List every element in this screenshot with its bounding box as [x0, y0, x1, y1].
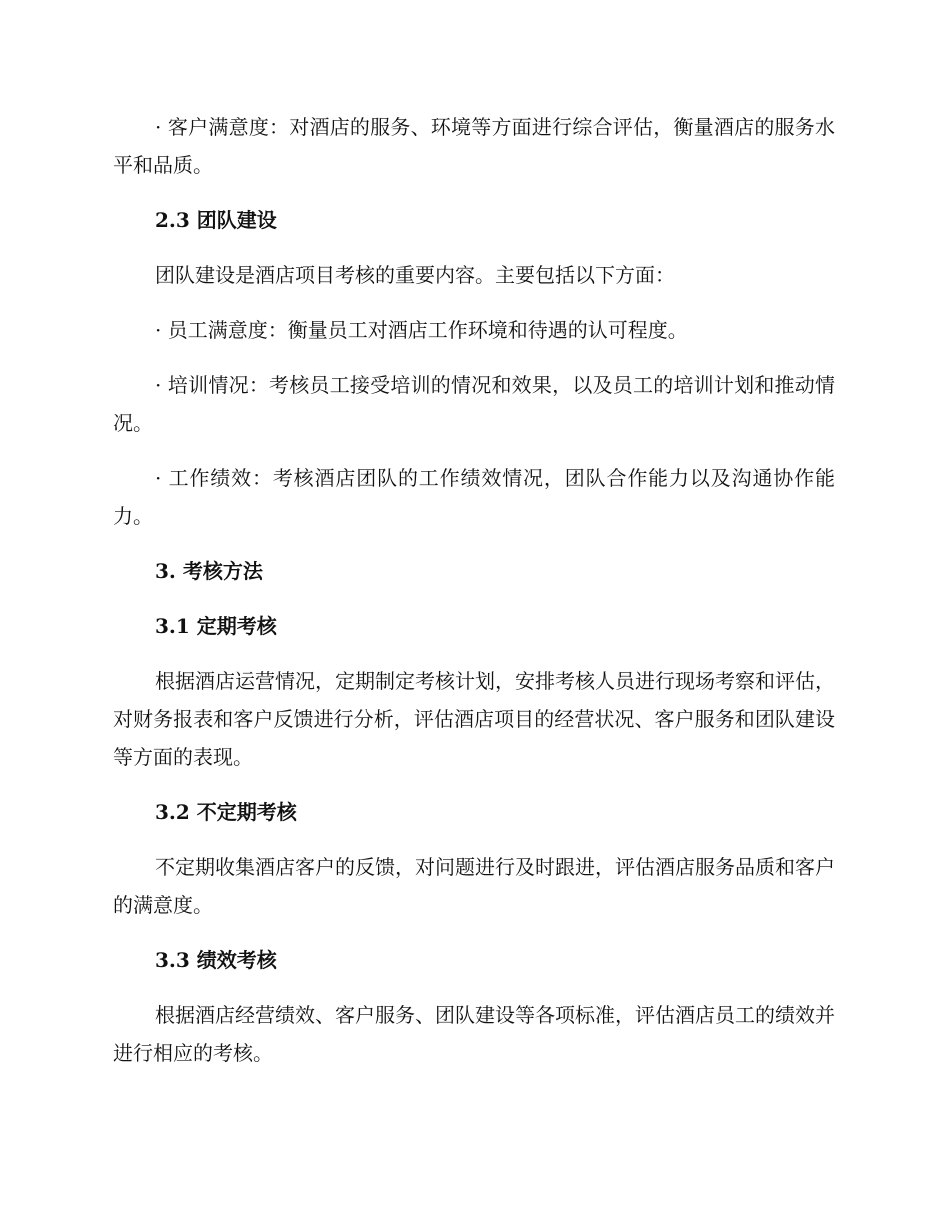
bullet-work-performance: · 工作绩效：考核酒店团队的工作绩效情况，团队合作能力以及沟通协作能力。: [113, 466, 835, 528]
bullet-training: · 培训情况：考核员工接受培训的情况和效果，以及员工的培训计划和推动情况。: [113, 373, 835, 435]
bullet-customer-satisfaction: · 客户满意度：对酒店的服务、环境等方面进行综合评估，衡量酒店的服务水平和品质。: [113, 115, 835, 177]
section-heading-3: 3. 考核方法: [155, 559, 263, 583]
section-heading-3-2: 3.2 不定期考核: [155, 800, 297, 824]
section-heading-3-3: 3.3 绩效考核: [155, 948, 277, 972]
regular-assessment-text: 根据酒店运营情况，定期制定考核计划，安排考核人员进行现场考察和评估，对财务报表和客户反馈进行分析，评估酒店项目的经营状况、客户服务和团队建设等方面的表现。: [113, 669, 835, 769]
document-page: [113, 108, 835, 1089]
irregular-assessment-text: 不定期收集酒店客户的反馈，对问题进行及时跟进，评估酒店服务品质和客户的满意度。: [113, 855, 835, 917]
bullet-employee-satisfaction: · 员工满意度：衡量员工对酒店工作环境和待遇的认可程度。: [155, 318, 688, 342]
section-heading-3-1: 3.1 定期考核: [155, 614, 277, 638]
performance-assessment-text: 根据酒店经营绩效、客户服务、团队建设等各项标准，评估酒店员工的绩效并进行相应的考核。: [113, 1003, 835, 1065]
team-building-intro: 团队建设是酒店项目考核的重要内容。主要包括以下方面：: [155, 263, 675, 287]
section-heading-2-3: 2.3 团队建设: [155, 208, 277, 232]
